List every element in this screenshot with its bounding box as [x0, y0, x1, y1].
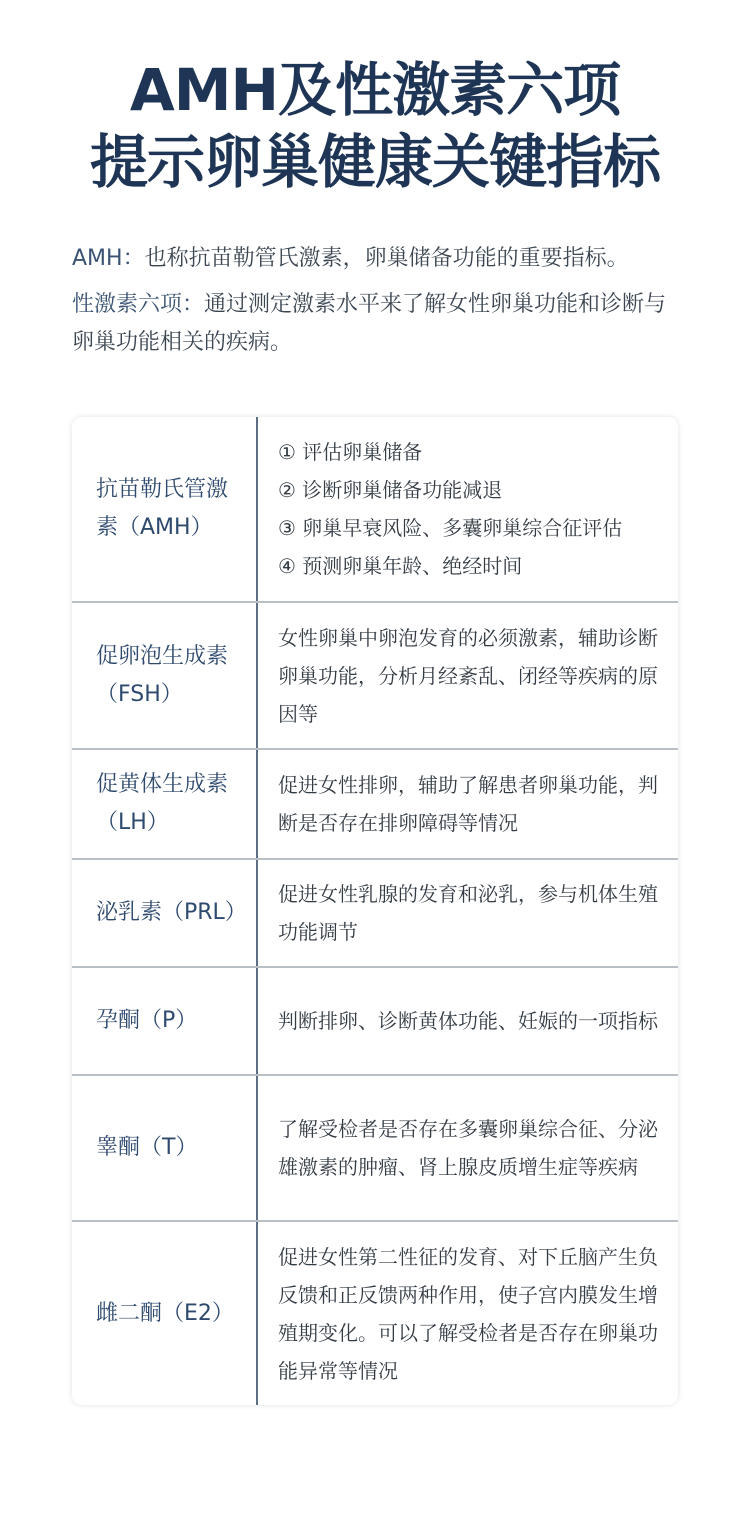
table-row: [72, 1076, 678, 1222]
hormone-term: 性激素六项：: [72, 292, 205, 317]
hormone-description: 了解受检者是否存在多囊卵巢综合征、分泌雄激素的肿瘤、肾上腺皮质增生症等疾病: [278, 1117, 658, 1179]
list-item: ① 评估卵巢储备: [278, 440, 423, 464]
hormone-description: 女性卵巢中卵泡发育的必须激素，辅助诊断卵巢功能，分析月经紊乱、闭经等疾病的原因等: [278, 625, 658, 726]
hormone-description: 促进女性乳腺的发育和泌乳，参与机体生殖功能调节: [278, 882, 658, 944]
hormone-name: 泌乳素（PRL）: [72, 860, 258, 966]
hormone-description: 促进女性排卵，辅助了解患者卵巢功能，判断是否存在排卵障碍等情况: [278, 773, 658, 835]
table-row: [72, 603, 678, 750]
hormone-name: 雌二酮（E2）: [72, 1222, 258, 1405]
list-item: ④ 预测卵巢年龄、绝经时间: [278, 554, 523, 578]
hormone-description: 判断排卵、诊断黄体功能、妊娠的一项指标: [278, 1009, 658, 1033]
title-line-1: AMH及性激素六项: [129, 56, 621, 124]
amh-use-list: [278, 433, 658, 585]
list-item: ③ 卵巢早衰风险、多囊卵巢综合征评估: [278, 516, 623, 540]
table-row: [72, 417, 678, 603]
list-item: ② 诊断卵巢储备功能减退: [278, 478, 503, 502]
amh-text: 也称抗苗勒管氏激素，卵巢储备功能的重要指标。: [144, 246, 629, 271]
hormone-description: 促进女性第二性征的发育、对下丘脑产生负反馈和正反馈两种作用，使子宫内膜发生增殖期变化。可以了解受检者是否存在卵巢功能异常等情况: [278, 1244, 658, 1383]
intro-section: [72, 240, 678, 370]
hormone-text: 通过测定激素水平来了解女性卵巢功能和诊断与 卵巢功能相关的疾病。: [72, 292, 667, 355]
hormone-name: 睾酮（T）: [72, 1076, 258, 1220]
hormone-name: 促卵泡生成素（FSH）: [72, 603, 258, 748]
amh-intro: [72, 240, 678, 278]
hormone-description: [258, 417, 678, 601]
table-row: [72, 860, 678, 968]
table-row: [72, 968, 678, 1076]
table-row: [72, 750, 678, 860]
hormone-name: 促黄体生成素（LH）: [72, 750, 258, 858]
page-title: [0, 54, 750, 198]
hormone-intro: [72, 286, 678, 362]
hormone-table: [72, 417, 678, 1405]
hormone-name: 抗苗勒氏管激素（AMH）: [72, 417, 258, 601]
hormone-name: 孕酮（P）: [72, 968, 258, 1074]
table-row: [72, 1222, 678, 1405]
amh-term: AMH：: [72, 246, 145, 271]
title-line-2: 提示卵巢健康关键指标: [89, 128, 660, 196]
